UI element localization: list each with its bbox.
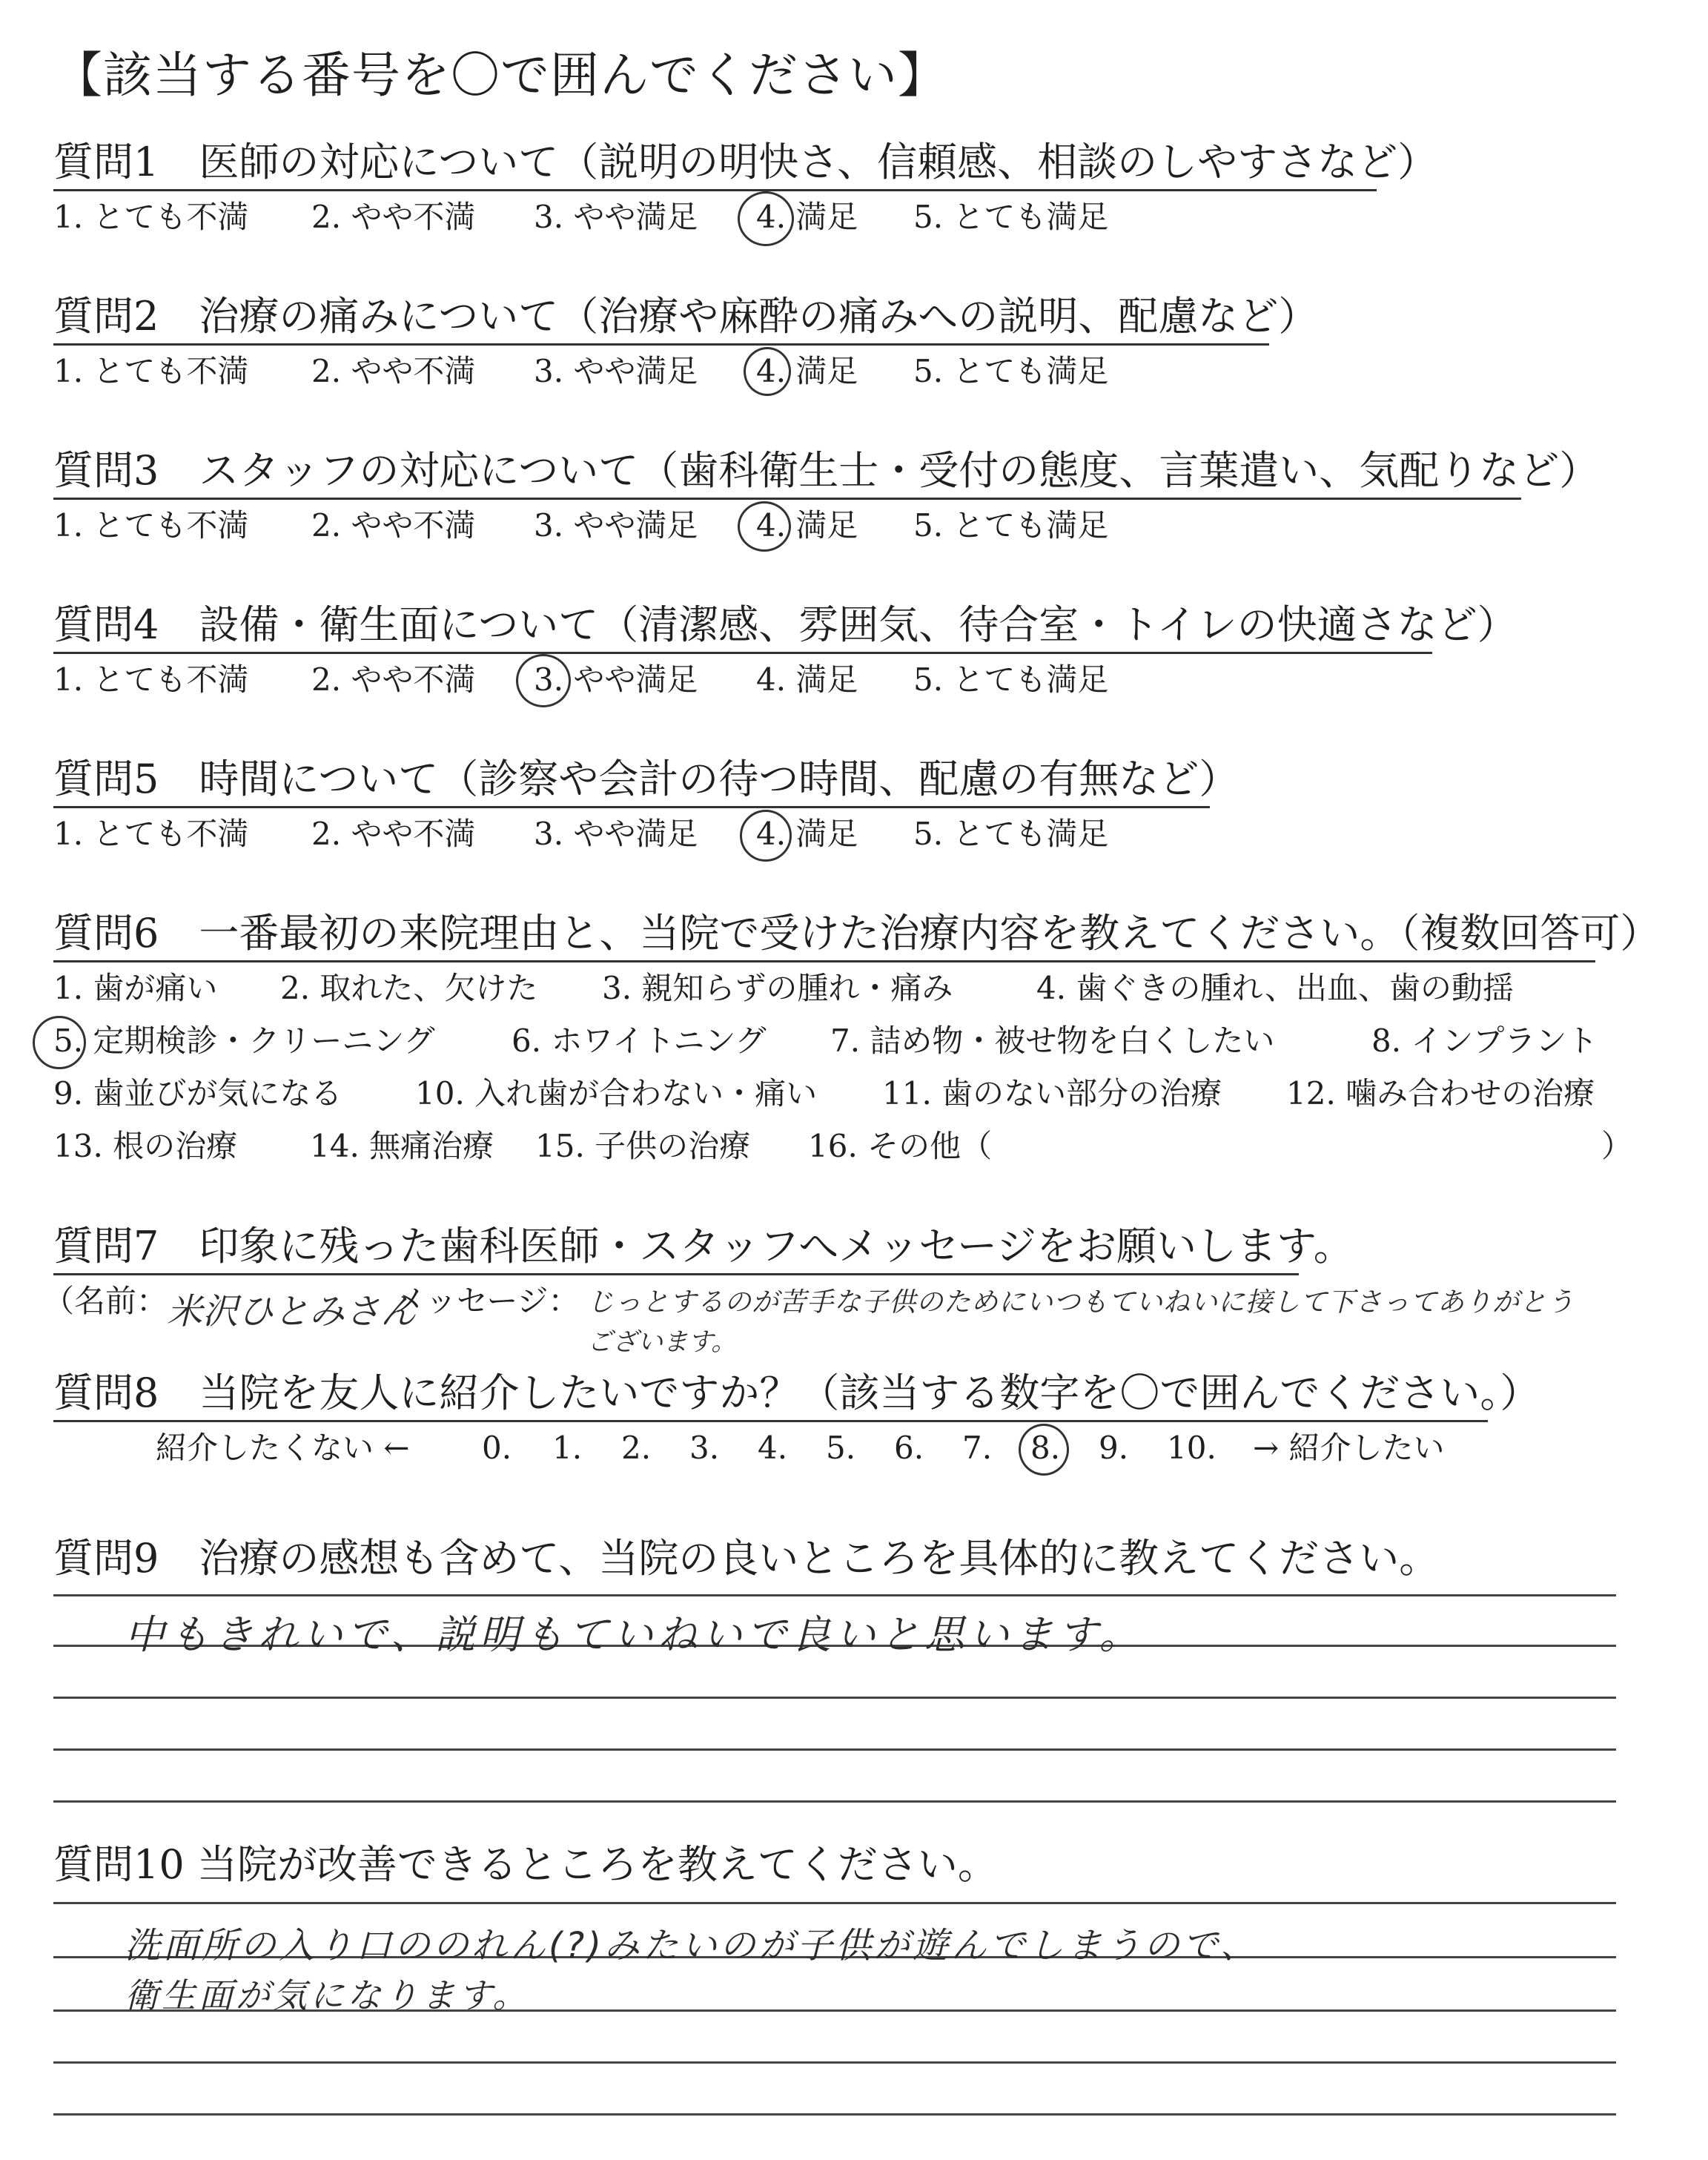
q10-answer-line-4 — [53, 2061, 1616, 2064]
q8-scale-0[interactable]: 0. — [482, 1430, 512, 1466]
q6-option-14[interactable]: 14. 無痛治療 — [310, 1128, 494, 1164]
q6-option-5[interactable]: 5. 定期検診・クリーニング — [53, 1023, 435, 1059]
q8-scale-7[interactable]: 7. — [962, 1430, 993, 1466]
q2-option-2[interactable]: 2. やや不満 — [311, 353, 476, 389]
q5-option-5[interactable]: 5. とても満足 — [913, 816, 1109, 852]
q6-option-12[interactable]: 12. 噛み合わせの治療 — [1286, 1075, 1595, 1112]
q8-scale-10[interactable]: 10. — [1167, 1430, 1217, 1466]
q1-option-5[interactable]: 5. とても満足 — [913, 199, 1109, 235]
q6-option-11[interactable]: 11. 歯のない部分の治療 — [882, 1075, 1222, 1112]
q9-answer-line-4 — [53, 1748, 1616, 1751]
page-title: 【該当する番号を〇で囲んでください】 — [53, 47, 947, 104]
q2-option-1[interactable]: 1. とても不満 — [53, 353, 249, 389]
q2-option-5[interactable]: 5. とても満足 — [913, 353, 1109, 389]
q10-answer-line2: 衛生面が気になります。 — [125, 1975, 530, 2015]
q6-option-4[interactable]: 4. 歯ぐきの腫れ、出血、歯の動揺 — [1036, 970, 1514, 1006]
q1-option-3[interactable]: 3. やや満足 — [534, 199, 698, 235]
q8-scale-4[interactable]: 4. — [758, 1430, 788, 1466]
q7-divider — [53, 1273, 1299, 1275]
q5-option-4[interactable]: 4. 満足 — [756, 816, 858, 852]
q6-heading: 質問6 一番最初の来院理由と、当院で受けた治療内容を教えてください。（複数回答可） — [53, 910, 1661, 957]
q8-left-label: 紹介したくない ← — [156, 1430, 410, 1466]
q4-option-3[interactable]: 3. やや満足 — [534, 661, 698, 698]
q9-answer-line-3 — [53, 1697, 1616, 1699]
q10-answer-line-1 — [53, 1902, 1616, 1904]
q2-heading: 質問2 治療の痛みについて（治療や麻酔の痛みへの説明、配慮など） — [53, 293, 1319, 340]
q3-option-3[interactable]: 3. やや満足 — [534, 507, 698, 544]
q2-option-3[interactable]: 3. やや満足 — [534, 353, 698, 389]
q4-option-1[interactable]: 1. とても不満 — [53, 661, 249, 698]
q8-scale-1[interactable]: 1. — [552, 1430, 583, 1466]
q6-option-13[interactable]: 13. 根の治療 — [53, 1128, 238, 1164]
q9-heading: 質問9 治療の感想も含めて、当院の良いところを具体的に教えてください。 — [53, 1535, 1440, 1582]
q4-circled-mark — [516, 654, 571, 707]
q8-scale-5[interactable]: 5. — [826, 1430, 856, 1466]
q1-divider — [53, 189, 1377, 191]
q6-other-close-paren: ） — [1601, 1128, 1633, 1164]
q5-option-2[interactable]: 2. やや不満 — [311, 816, 476, 852]
q2-option-4[interactable]: 4. 満足 — [756, 353, 858, 389]
q5-option-1[interactable]: 1. とても不満 — [53, 816, 249, 852]
q1-option-4[interactable]: 4. 満足 — [756, 199, 858, 235]
q4-option-4[interactable]: 4. 満足 — [756, 661, 858, 698]
q7-name-label: （名前： — [43, 1283, 168, 1319]
q2-circled-mark — [744, 347, 791, 396]
q7-heading: 質問7 印象に残った歯科医師・スタッフへメッセージをお願いします。 — [53, 1223, 1354, 1269]
q6-option-16[interactable]: 16. その他（ — [808, 1128, 993, 1164]
q4-heading: 質問4 設備・衛生面について（清潔感、雰囲気、待合室・トイレの快適さなど） — [53, 601, 1517, 648]
q3-divider — [53, 498, 1521, 500]
q9-answer-line-1 — [53, 1594, 1616, 1596]
q3-option-1[interactable]: 1. とても不満 — [53, 507, 249, 544]
q1-option-2[interactable]: 2. やや不満 — [311, 199, 476, 235]
q6-option-9[interactable]: 9. 歯並びが気になる — [53, 1075, 342, 1112]
q2-divider — [53, 343, 1269, 346]
q8-circled-mark — [1019, 1424, 1069, 1476]
q5-circled-mark — [740, 810, 792, 862]
q8-right-label: → 紹介したい — [1253, 1430, 1445, 1466]
q8-divider — [53, 1420, 1488, 1422]
q1-heading: 質問1 医師の対応について（説明の明快さ、信頼感、相談のしやすさなど） — [53, 139, 1438, 185]
q6-option-6[interactable]: 6. ホワイトニング — [512, 1023, 767, 1059]
q6-divider — [53, 960, 1595, 962]
q8-scale-6[interactable]: 6. — [894, 1430, 924, 1466]
q7-message-label: メッセージ： — [394, 1283, 580, 1319]
q10-answer-line-5 — [53, 2113, 1616, 2116]
q5-heading: 質問5 時間について（診察や会計の待つ時間、配慮の有無など） — [53, 756, 1239, 802]
q6-option-2[interactable]: 2. 取れた、欠けた — [280, 970, 538, 1006]
q9-answer-text: 中もきれいで、説明もていねいで良いと思います。 — [125, 1611, 1144, 1658]
q5-divider — [53, 806, 1210, 808]
q8-heading: 質問8 当院を友人に紹介したいですか？（該当する数字を〇で囲んでください。） — [53, 1370, 1540, 1416]
q7-message-line2: ございます。 — [587, 1327, 737, 1357]
q8-scale-9[interactable]: 9. — [1099, 1430, 1129, 1466]
q3-option-5[interactable]: 5. とても満足 — [913, 507, 1109, 544]
q8-scale-8[interactable]: 8. — [1030, 1430, 1061, 1466]
q6-option-8[interactable]: 8. インプラント — [1371, 1023, 1598, 1059]
q8-scale-3[interactable]: 3. — [689, 1430, 720, 1466]
q6-option-1[interactable]: 1. 歯が痛い — [53, 970, 218, 1006]
q10-heading: 質問10 当院が改善できるところを教えてください。 — [53, 1841, 998, 1888]
q9-answer-line-5 — [53, 1800, 1616, 1803]
q5-option-3[interactable]: 3. やや満足 — [534, 816, 698, 852]
q4-option-2[interactable]: 2. やや不満 — [311, 661, 476, 698]
q3-option-2[interactable]: 2. やや不満 — [311, 507, 476, 544]
q3-heading: 質問3 スタッフの対応について（歯科衛生士・受付の態度、言葉遣い、気配りなど） — [53, 447, 1600, 494]
q6-option-10[interactable]: 10. 入れ歯が合わない・痛い — [415, 1075, 818, 1112]
q6-option-15[interactable]: 15. 子供の治療 — [535, 1128, 751, 1164]
q3-option-4[interactable]: 4. 満足 — [756, 507, 858, 544]
q6-circled-mark — [33, 1016, 86, 1069]
q6-option-3[interactable]: 3. 親知らずの腫れ・痛み — [602, 970, 953, 1006]
q10-answer-line1: 洗面所の入り口ののれん(?)みたいのが子供が遊んでしまうので、 — [125, 1925, 1259, 1966]
q4-option-5[interactable]: 5. とても満足 — [913, 661, 1109, 698]
q4-divider — [53, 652, 1432, 654]
q6-option-7[interactable]: 7. 詰め物・被せ物を白くしたい — [830, 1023, 1275, 1059]
q1-circled-mark — [738, 191, 794, 246]
q7-message-line1: じっとするのが苦手な子供のためにいつもていねいに接して下さってありがとう — [587, 1287, 1575, 1318]
q3-circled-mark — [738, 501, 791, 552]
q1-option-1[interactable]: 1. とても不満 — [53, 199, 249, 235]
q8-scale-2[interactable]: 2. — [621, 1430, 652, 1466]
q7-name-value: 米沢ひとみさん — [167, 1291, 417, 1332]
